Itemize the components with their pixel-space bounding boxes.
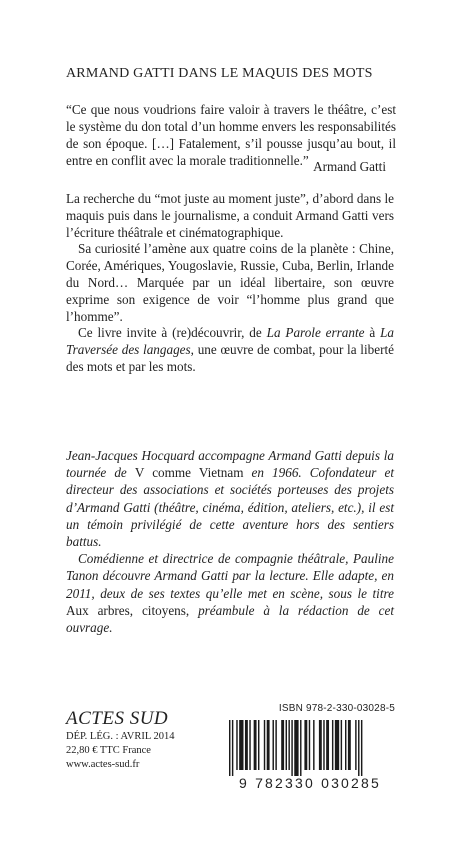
book-title-italic: La Parole errante: [266, 325, 365, 341]
text-span: Jean-Jacques Hocquard accompagne Armand Gatti depuis la tournée de: [66, 448, 394, 481]
barcode-digits: 9 782330 030285: [239, 775, 381, 791]
author-bios: [66, 447, 394, 636]
play-title: Aux arbres, citoyens,: [66, 602, 190, 618]
text-span: à: [364, 325, 381, 341]
text-span: Ce livre invite à (re)découvrir, de: [78, 325, 267, 341]
text-span: en 1966. Cofondateur et directeur des associations et sociétés porteuses des projets d’Armand Gatti (théâtre, cinéma, édition, ateliers, etc.), il est un témoin privilégié de cette aventure hors des sentiers battus.: [66, 465, 395, 550]
publisher-block: [66, 708, 226, 772]
blurb: [66, 191, 394, 376]
play-title: V comme Vietnam: [134, 465, 244, 481]
author-bio: [66, 550, 394, 636]
blurb-paragraph: La recherche du “mot juste au moment juste”, d’abord dans le maquis puis dans le journalisme, a conduit Armand Gatti vers l’écriture théâtrale et cinématographique.: [66, 191, 394, 240]
text-span: , une œuvre de combat, pour la liberté des mots et par les mots.: [66, 342, 394, 374]
text-span: Comédienne et directrice de compagnie théâtrale, Pauline Tanon découvre Armand Gatti par la lecture. Elle adapte, en 2011, deux de ses textes qu’elle met en scène, sous le titre: [66, 551, 394, 601]
book-title-italic: La Traversée des langages: [66, 325, 395, 358]
barcode-block: [225, 703, 395, 791]
blurb-paragraph: [66, 325, 394, 375]
author-bio: [66, 447, 394, 550]
epigraph-author: Armand Gatti: [313, 159, 386, 174]
price: 22,80 € TTC France: [66, 745, 151, 756]
book-title: ARMAND GATTI DANS LE MAQUIS DES MOTS: [66, 66, 373, 81]
barcode-icon: [225, 720, 395, 776]
isbn: ISBN 978-2-330-03028-5: [278, 703, 395, 714]
text-span: préambule à la rédaction de cet ouvrage.: [66, 602, 394, 636]
epigraph-quote: “Ce que nous voudrions faire valoir à travers le théâtre, c’est le système du don total d’un homme envers les responsabilités de son époque. […] Fatalement, s’il pousse jusqu’au bout, il entre en conflit avec la morale traditionnelle.”: [66, 102, 396, 168]
legal-deposit: DÉP. LÉG. : AVRIL 2014: [66, 731, 175, 742]
publisher-website: www.actes-sud.fr: [66, 759, 140, 770]
blurb-paragraph: Sa curiosité l’amène aux quatre coins de la planète : Chine, Corée, Amériques, Yougoslavie, Russie, Cuba, Berlin, Irlande du Nord… Marquée par un idéal libertaire, son œuvre exprime son exigence de voir “l’homme plus grand que l’homme”.: [66, 241, 394, 324]
publisher-logo: ACTES SUD: [66, 708, 169, 729]
